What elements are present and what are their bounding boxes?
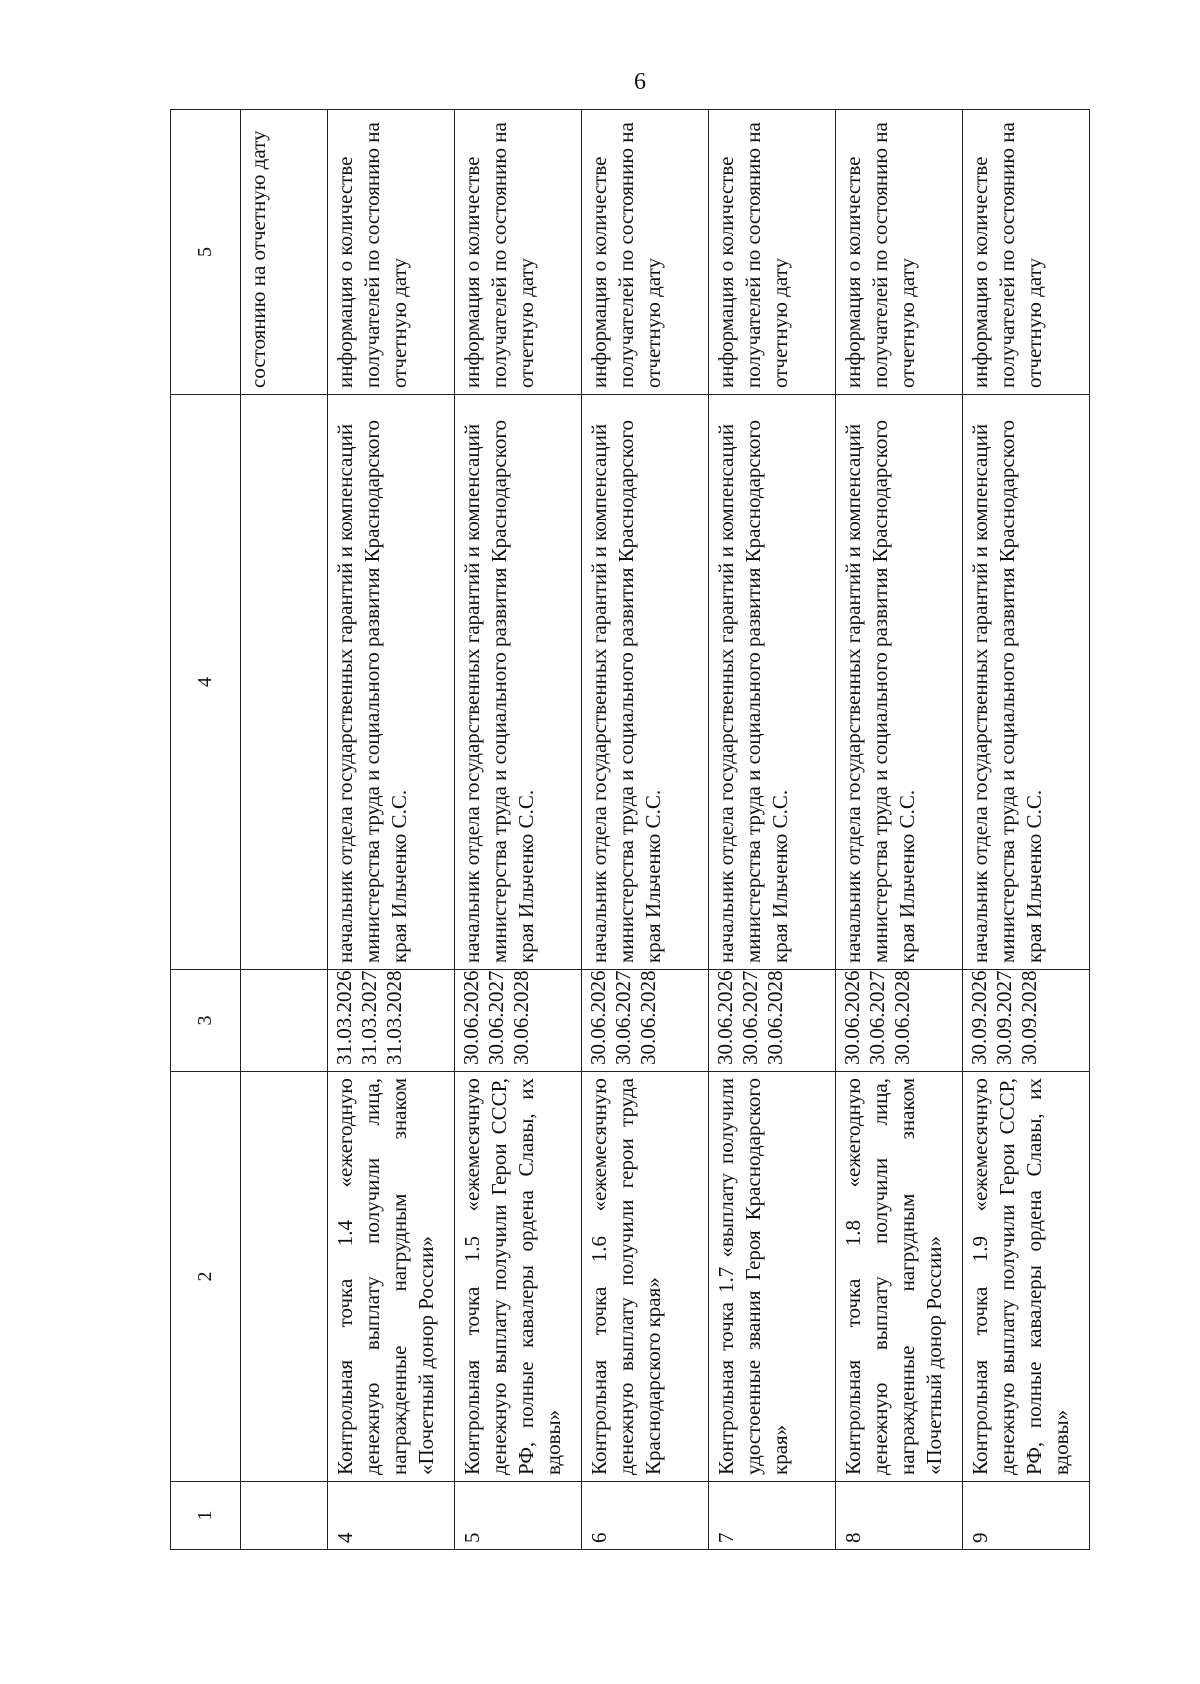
row-dates [328, 970, 455, 1072]
table-row [709, 110, 836, 1550]
table-row [328, 110, 455, 1550]
row-status: информация о количестве получателей по состоянию на отчетную дату [836, 110, 963, 395]
row-number: 9 [963, 1482, 1090, 1550]
row-responsible: начальник отдела государственных гарантий и компенсаций министерства труда и социального развития Краснодарского края Ильченко С.С. [836, 395, 963, 970]
row-description: Контрольная точка 1.8 «ежегодную денежную выплату получили лица, награжденные нагрудным знаком «Почетный донор России» [836, 1072, 963, 1482]
table-row [582, 110, 709, 1550]
date-value: 30.09.2026 [967, 970, 991, 1065]
row-dates [455, 970, 582, 1072]
row-dates [836, 970, 963, 1072]
row-dates [582, 970, 709, 1072]
date-value: 30.06.2028 [509, 970, 533, 1065]
date-value: 30.06.2026 [586, 970, 610, 1065]
row-dates [963, 970, 1090, 1072]
date-value: 31.03.2026 [332, 970, 356, 1065]
table-row [455, 110, 582, 1550]
row-responsible: начальник отдела государственных гарантий и компенсаций министерства труда и социального развития Краснодарского края Ильченко С.С. [963, 395, 1090, 970]
control-points-table [170, 109, 1090, 1550]
date-value: 30.06.2027 [865, 970, 889, 1065]
row-description: Контрольная точка 1.4 «ежегодную денежную выплату получили лица, награжденные нагрудным знаком «Почетный донор России» [328, 1072, 455, 1482]
rotated-table-container [170, 110, 1090, 1550]
date-value: 30.06.2026 [840, 970, 864, 1065]
table-row [963, 110, 1090, 1550]
date-value: 30.09.2028 [1017, 970, 1041, 1065]
date-value: 30.06.2026 [459, 970, 483, 1065]
date-value: 30.06.2027 [611, 970, 635, 1065]
date-value: 30.06.2028 [636, 970, 660, 1065]
cell-num [241, 1482, 328, 1550]
date-value: 31.03.2028 [382, 970, 406, 1065]
row-dates [709, 970, 836, 1072]
column-number: 2 [171, 1072, 241, 1482]
date-value: 31.03.2027 [357, 970, 381, 1065]
row-responsible: начальник отдела государственных гарантий и компенсаций министерства труда и социального развития Краснодарского края Ильченко С.С. [455, 395, 582, 970]
date-value: 30.06.2028 [763, 970, 787, 1065]
date-value: 30.06.2027 [484, 970, 508, 1065]
row-number: 7 [709, 1482, 836, 1550]
row-responsible: начальник отдела государственных гарантий и компенсаций министерства труда и социального развития Краснодарского края Ильченко С.С. [582, 395, 709, 970]
row-status: информация о количестве получателей по состоянию на отчетную дату [963, 110, 1090, 395]
column-number: 1 [171, 1482, 241, 1550]
row-number: 8 [836, 1482, 963, 1550]
row-responsible: начальник отдела государственных гарантий и компенсаций министерства труда и социального развития Краснодарского края Ильченко С.С. [328, 395, 455, 970]
column-number-row [171, 110, 241, 1550]
row-number: 4 [328, 1482, 455, 1550]
row-status: информация о количестве получателей по состоянию на отчетную дату [328, 110, 455, 395]
cell-dates [241, 970, 328, 1072]
row-status: информация о количестве получателей по состоянию на отчетную дату [582, 110, 709, 395]
row-number: 5 [455, 1482, 582, 1550]
date-value: 30.06.2028 [890, 970, 914, 1065]
row-status: информация о количестве получателей по состоянию на отчетную дату [455, 110, 582, 395]
row-number: 6 [582, 1482, 709, 1550]
row-description: Контрольная точка 1.9 «ежемесячную денежную выплату получили Герои СССР, РФ, полные кавалеры ордена Славы, их вдовы» [963, 1072, 1090, 1482]
cell-description [241, 1072, 328, 1482]
date-value: 30.06.2027 [738, 970, 762, 1065]
row-description: Контрольная точка 1.6 «ежемесячную денежную выплату получили герои труда Краснодарского края» [582, 1072, 709, 1482]
column-number: 4 [171, 395, 241, 970]
page-number: 6 [634, 69, 646, 95]
cell-responsible [241, 395, 328, 970]
date-value: 30.09.2027 [992, 970, 1016, 1065]
cell-status: состоянию на отчетную дату [241, 110, 328, 395]
table-row [836, 110, 963, 1550]
continuation-row [241, 110, 328, 1550]
row-description: Контрольная точка 1.7 «выплату получили удостоенные звания Героя Краснодарского края» [709, 1072, 836, 1482]
row-status: информация о количестве получателей по состоянию на отчетную дату [709, 110, 836, 395]
column-number: 3 [171, 970, 241, 1072]
date-value: 30.06.2026 [713, 970, 737, 1065]
row-responsible: начальник отдела государственных гарантий и компенсаций министерства труда и социального развития Краснодарского края Ильченко С.С. [709, 395, 836, 970]
column-number: 5 [171, 110, 241, 395]
row-description: Контрольная точка 1.5 «ежемесячную денежную выплату получили Герои СССР, РФ, полные кавалеры ордена Славы, их вдовы» [455, 1072, 582, 1482]
